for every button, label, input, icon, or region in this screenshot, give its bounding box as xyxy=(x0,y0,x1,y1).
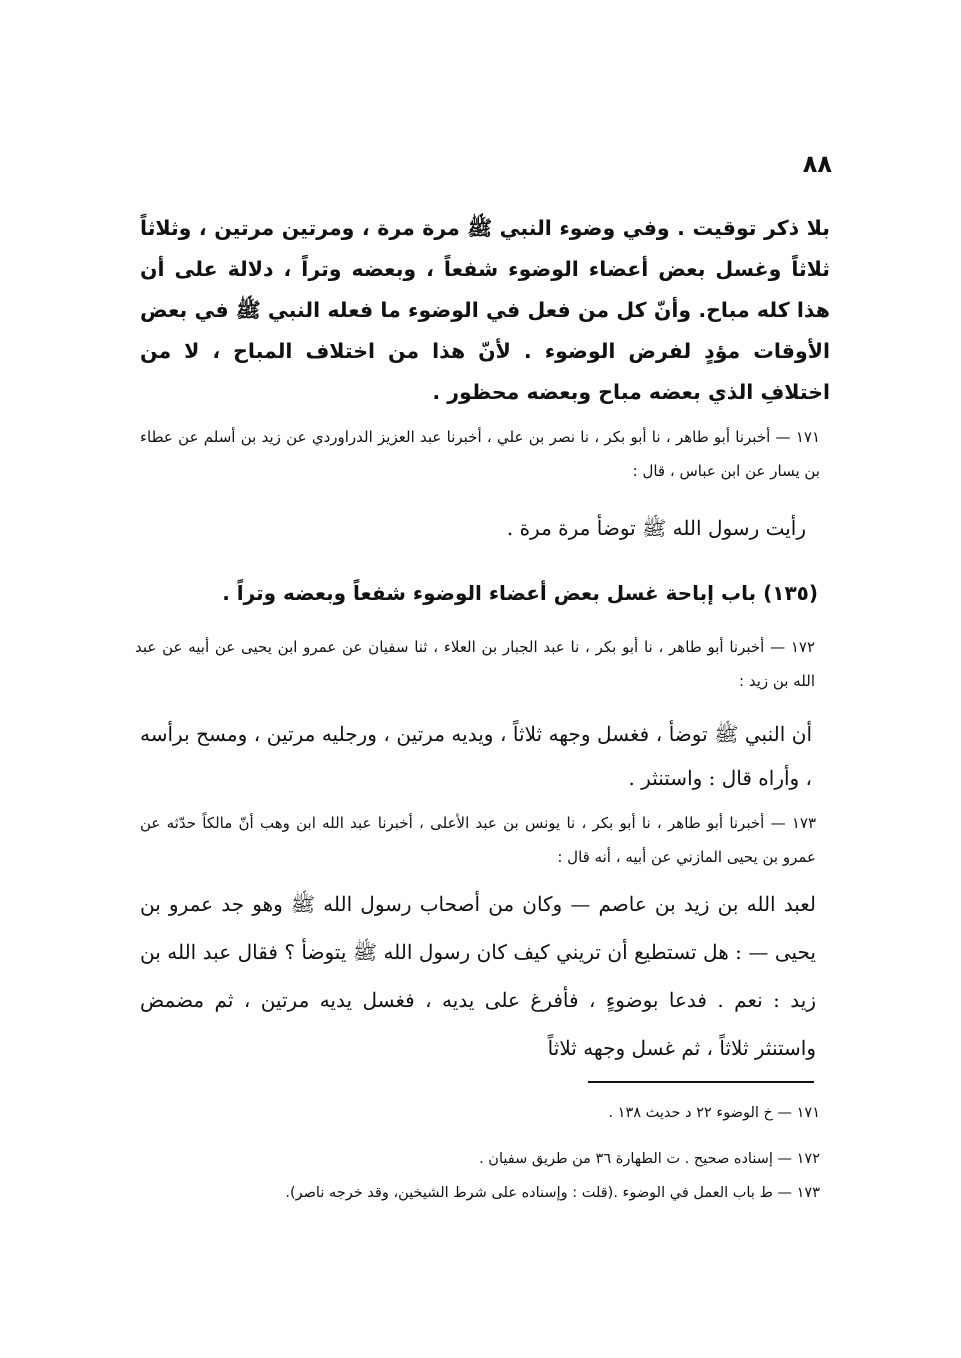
hadith-171-matn: رأيت رسول الله ﷺ توضأ مرة مرة . xyxy=(506,516,806,540)
chapter-heading: (١٣٥) باب إباحة غسل بعض أعضاء الوضوء شفعاً وبعضه وتراً . xyxy=(222,581,818,605)
hadith-172-matn: أن النبي ﷺ توضأ ، فغسل وجهه ثلاثاً ، ويديه مرتين ، ورجليه مرتين ، ومسح برأسه ، وأراه قال : واستنثر . xyxy=(140,722,812,790)
footnote-divider xyxy=(588,1081,814,1083)
hadith-171-isnad: ١٧١ — أخبرنا أبو طاهر ، نا أبو بكر ، نا نصر بن علي ، أخبرنا عبد العزيز الدراوردي عن زيد بن أسلم عن عطاء بن يسار عن ابن عباس ، قال : xyxy=(140,428,820,480)
intro-paragraph: بلا ذكر توقيت . وفي وضوء النبي ﷺ مرة مرة ، ومرتين مرتين ، وثلاثاً ثلاثاً وغسل بعض أعضاء الوضوء شفعاً ، وبعضه وتراً ، دلالة على أن هذا كله مباح. وأنّ كل من فعل في الوضوء ما فعله النبي ﷺ في بعض الأوقات مؤدٍ لفرض الوضوء . لأنّ هذا من اختلاف المباح ، لا من اختلافِ الذي بعضه مباح وبعضه محظور . xyxy=(140,216,830,404)
footnote-172: ١٧٢ — إسناده صحيح . ت الطهارة ٣٦ من طريق سفيان . xyxy=(479,1151,820,1167)
hadith-173-matn: لعبد الله بن زيد بن عاصم — وكان من أصحاب رسول الله ﷺ وهو جد عمرو بن يحيى — : هل تستطيع أن تريني كيف كان رسول الله ﷺ يتوضأ ؟ فقال عبد الله بن زيد : نعم . فدعا بوضوءٍ ، فأفرغ على يديه ، فغسل يديه مرتين ، ثم مضمض واستنثر ثلاثاً ، ثم غسل وجهه ثلاثاً xyxy=(140,892,816,1060)
page-number: ٨٨ xyxy=(802,150,832,178)
footnote-173: ١٧٣ — ط باب العمل في الوضوء .(قلت : وإسناده على شرط الشيخين، وقد خرجه ناصر). xyxy=(285,1185,820,1201)
hadith-172-isnad: ١٧٢ — أخبرنا أبو طاهر ، نا أبو بكر ، نا عبد الجبار بن العلاء ، ثنا سفيان عن عمرو ابن يحيى عن أبيه عن عبد الله بن زيد : xyxy=(135,638,815,690)
footnote-171: ١٧١ — خ الوضوء ٢٢ د حديث ١٣٨ . xyxy=(608,1105,820,1121)
hadith-173-isnad: ١٧٣ — أخبرنا أبو طاهر ، نا أبو بكر ، نا يونس بن عبد الأعلى ، أخبرنا عبد الله ابن وهب أنّ مالكاً حدّثه عن عمرو بن يحيى المازني عن أبيه ، أنه قال : xyxy=(140,814,816,866)
